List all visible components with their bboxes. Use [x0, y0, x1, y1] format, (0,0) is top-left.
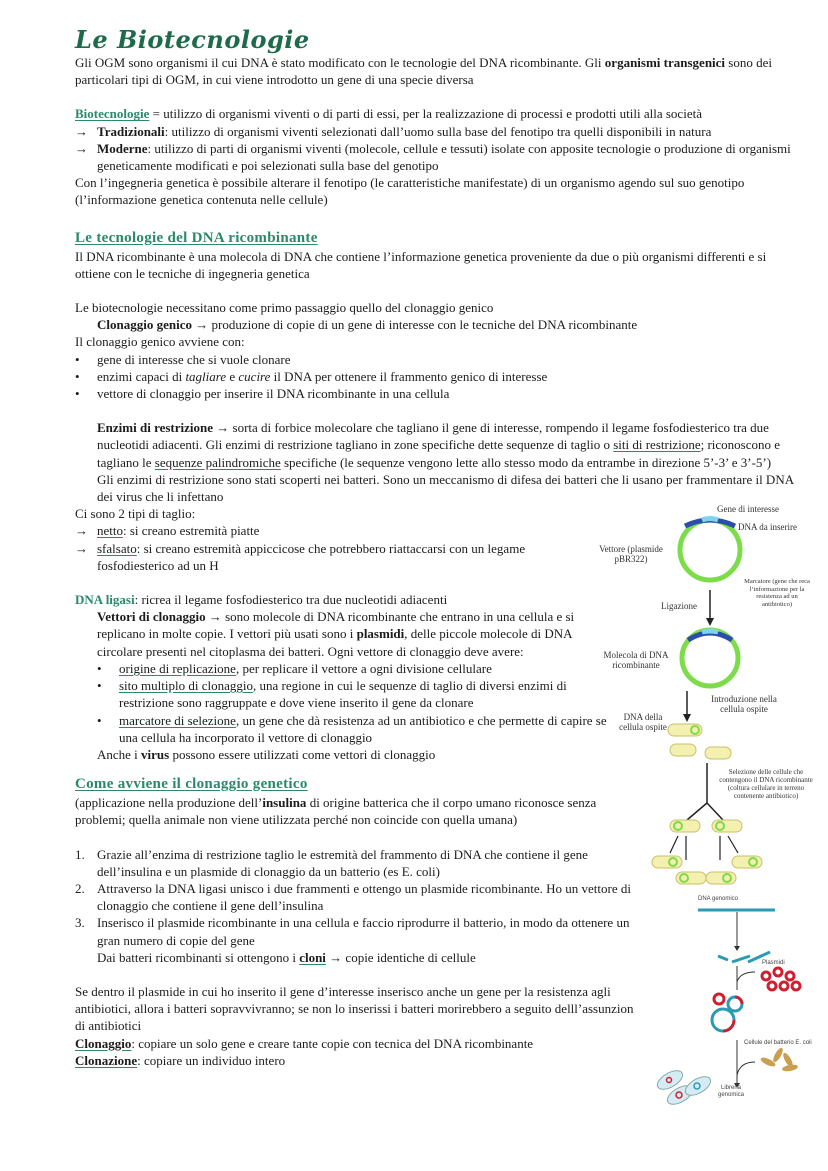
genetic-engineering-paragraph: Con l’ingegneria genetica è possibile alterare il fenotipo (le caratteristiche manifestate) di un organismo agendo sul suo genotipo (l’informazione genetica contenuta nelle cellule) [75, 175, 745, 208]
arrow-icon: → [75, 140, 88, 156]
label-molecola: Molecola di DNA ricombinante [603, 650, 669, 670]
label-dna-ospite: DNA della cellula ospite [619, 712, 667, 732]
arrow-icon: → [75, 123, 88, 139]
taglio-intro: Ci sono 2 tipi di taglio: [75, 506, 196, 522]
label-vettore: Vettore (plasmide pBR322) [599, 544, 663, 564]
dna-ligasi: DNA ligasi: ricrea il legame fosfodiesterico tra due nucleotidi adiacenti [75, 592, 448, 608]
label-dna-inserire: DNA da inserire [738, 522, 797, 532]
cloni-line: Dai batteri ricombinanti si ottengono i cloni → copie identiche di cellule [97, 949, 476, 965]
intro-bold: organismi transgenici [604, 55, 726, 70]
bullet-icon: • [97, 660, 102, 676]
list-item: • vettore di clonaggio per inserire il DNA ricombinante in una cellula [75, 386, 450, 402]
biotech-definition: Biotecnologie = utilizzo di organismi viventi o di parti di essi, per la realizzazione di processi e prodotti utili alla società [75, 106, 702, 122]
bullet-icon: • [97, 712, 102, 728]
cloning-diagram [590, 498, 820, 888]
label-ligazione: Ligazione [661, 601, 697, 611]
list-item: • marcatore di selezione, un gene che dà resistenza ad un antibiotico e che permette di capire se una cellula ha incorporato il vettore di clonaggio [97, 712, 607, 745]
biotech-item-modern: → Moderne: utilizzo di parti di organismi viventi (molecole, cellule e tessuti) isolate con apposite tecnologie o produzione di organismi geneticamente modificati e poi selezionati sulla base del genotipo [75, 140, 791, 174]
arrow-icon: → [75, 540, 88, 556]
list-item: • sito multiplo di clonaggio, una regione in cui le sequenze di taglio di diversi enzimi di restrizione sono raggruppate e dove viene inserito il gene da clonare [97, 678, 567, 711]
section-heading-dna-ricombinante: Le tecnologie del DNA ricombinante [75, 229, 318, 246]
biotech-item-traditional: → Tradizionali: utilizzo di organismi viventi selezionati dall’uomo sulla base del fenotipo tra quelli disponibili in natura [75, 123, 712, 139]
clonaggio-avviene: Il clonaggio genico avviene con: [75, 334, 245, 350]
clonaggio-genico-def: Clonaggio genico → produzione di copie di un gene di interesse con le tecniche del DNA ricombinante [97, 317, 638, 333]
dna-ricombinante-definition: Il DNA ricombinante è una molecola di DNA che contiene l’informazione genetica proveniente da due o più organismi differenti e si ottiene con le tecniche di ingegneria genetica [75, 248, 767, 281]
label-gene-interesse: Gene di interesse [717, 504, 779, 514]
taglio-sfalsato: → sfalsato: si creano estremità appiccicose che potrebbero riattaccarsi con un legame fosfodiesterico ad un H [75, 540, 526, 573]
bullet-icon: • [75, 351, 80, 367]
label-marcatore: Marcatore (gene che reca l’informazione per la resistenza ad un antibiotico) [744, 578, 810, 608]
step-item: 2. Attraverso la DNA ligasi unisco i due frammenti e ottengo un plasmide ricombinante. Ho un vettore di clonaggio che contiene il gene dell’insulina [75, 880, 631, 914]
label-introduzione: Introduzione nella cellula ospite [711, 694, 777, 714]
bullet-icon: • [75, 368, 80, 384]
label-libreria: Libreria genomica [717, 1085, 744, 1098]
label-dna-genomico: DNA genomico [698, 896, 739, 902]
intro-paragraph: Gli OGM sono organismi il cui DNA è stato modificato con le tecnologie del DNA ricombinante. Gli organismi transgenici sono dei particolari tipi di OGM, in cui viene introdotto un gene di una specie diversa [75, 55, 772, 88]
resistenza-paragraph: Se dentro il plasmide in cui ho inserito il gene d’interesse inserisco anche un gene per la resistenza agli antibiotici, allora i batteri sopravvivranno; se non lo inserissi i batteri morirebbero a seguito delll’assunzion di antibiotici [75, 983, 634, 1034]
clonaggio-need: Le biotecnologie necessitano come primo passaggio quello del clonaggio genico [75, 300, 494, 316]
label-cellule-ecoli: Cellule del batterio E. coli [744, 1040, 812, 1046]
biotech-term: Biotecnologie [75, 106, 150, 122]
genomic-library-diagram [640, 890, 820, 1110]
taglio-netto: → netto: si creano estremità piatte [75, 523, 260, 539]
insulina-intro: (applicazione nella produzione dell’insulina di origine batterica che il corpo umano riconosce senza problemi; quella animale non viene utilizzata perché non coincide con quella umana) [75, 795, 597, 828]
list-item: • enzimi capaci di tagliare e cucire il DNA per ottenere il frammento genico di interesse [75, 368, 548, 384]
bullet-icon: • [75, 386, 80, 402]
def-clonaggio: Clonaggio: copiare un solo gene e creare tante copie con tecnica del DNA ricombinante [75, 1035, 534, 1051]
vettori-block: Vettori di clonaggio → sono molecole di DNA ricombinante che entrano in una cellula e si replicano in molte copie. I vettori più usati sono i plasmidi, delle piccole molecole di DNA circolare presenti nel citoplasma dei batteri. Ogni vettore di clonaggio deve avere: • origine di replicazione, per replicare il vettore a ogni divisione cellulare • sito multiplo di clonaggio, una regione in cui le sequenze di taglio di diversi enzimi di restrizione sono raggruppate e dove viene inserito il gene da clonare • marcatore di selezione, un gene che dà resistenza ad un antibiotico e che permette di capire se una cellula ha incorporato il vettore di clonaggio Anche i virus possono essere utilizzati come vettori di clonaggio [75, 608, 617, 763]
page-title: Le Biotecnologie [75, 25, 310, 54]
bullet-icon: • [97, 678, 102, 694]
def-clonazione: Clonazione: copiare un individuo intero [75, 1052, 286, 1068]
section-heading-clonaggio: Come avviene il clonaggio genetico [75, 776, 308, 793]
label-selezione: Selezione delle cellule che contengono il DNA ricombinante (coltura cellulare in terreno contenente antibiotico) [719, 768, 813, 800]
step-item: 3. Inserisco il plasmide ricombinante in una cellula e faccio riprodurre il batterio, in modo da ottenere un gran numero di copie del gene [75, 915, 630, 948]
genomic-library-graphic [640, 890, 820, 1110]
step-item: 1. Grazie all’enzima di restrizione taglio le estremità del frammento di DNA che contiene il gene dell’insulina e un plasmide di clonaggio da un batterio (es E. coli) [75, 846, 588, 879]
enzimi-restrizione-block: Enzimi di restrizione → sorta di forbice molecolare che tagliano il gene di interesse, rompendo il legame fosfodiesterico tra due nucleotidi adiacenti. Gli enzimi di restrizione tagliano in zone specifiche dette sequenze di taglio o siti di restrizione; riconoscono e tagliano le sequenze palindromiche specifiche (le sequenze vengono lette allo stesso modo da entrambe in direzione 5’-3’ e 3’-5’) Gli enzimi di restrizione sono stati scoperti nei batteri. Sono un meccanismo di difesa dei batteri che li usano per frammentare il DNA dei virus che li infettano [97, 420, 794, 505]
list-item: • origine di replicazione, per replicare il vettore a ogni divisione cellulare [97, 660, 492, 676]
enzimi-label: Enzimi di restrizione [97, 420, 214, 436]
list-item: • gene di interesse che si vuole clonare [75, 351, 291, 367]
label-plasmidi: Plasmidi [762, 960, 785, 966]
arrow-icon: → [75, 523, 88, 539]
